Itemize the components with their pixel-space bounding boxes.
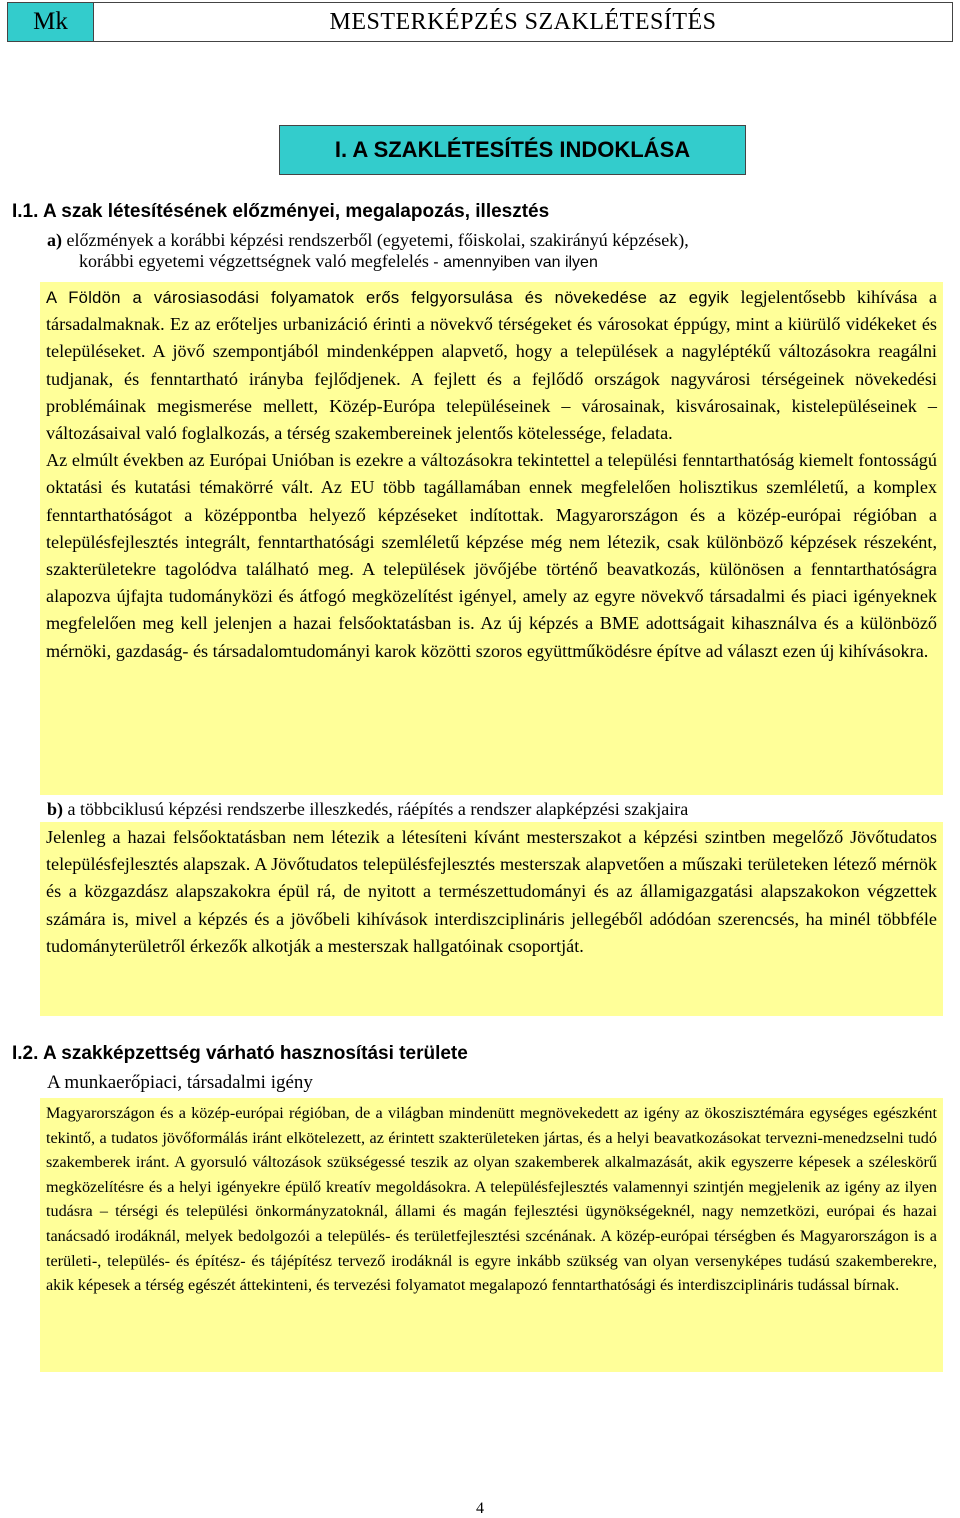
subsection-b [47,799,688,820]
subsection-a [47,230,947,272]
page-number: 4 [476,1500,484,1517]
page-header [7,2,953,42]
subsection-a-continuation [47,251,947,272]
section-2-subheading: A munkaerőpiaci, társadalmi igény [47,1072,313,1093]
subsection-a-cont-2: - amennyiben van ilyen [428,254,598,271]
paragraph-4: Magyarországon és a közép-európai régióban, de a világban mindenütt megnövekedett az igény az ökoszisztémára egységes egészként tekintő, a tudatos jövőformálás iránt elkötelezett, az érintett szakterületeken jártas, és a helyi beavatkozásokat tervezni-menedzselni tudó szakemberek iránt. A gyorsuló változások szükségessé teszik az olyan szakemberek alkalmazását, akik egyszerre képesek a széleskörű megközelítésre és a helyi igényekre épülő kreatív megoldásokra. A településfejlesztés valamennyi szintjén megjelenik az igény az ilyen tudásra – térségi és települési önkormányzatoknál, állami és magán fejlesztési ügynökségeknél, nagy nemzetközi, európai és hazai tanácsadó irodáknál, melyek bedolgozói a település- és területfejlesztési szcénának. A közép-európai térségben és Magyarországon is a területi-, település- és építész- és tájépítész tervező irodáknál is egyre inkább szükség van olyan versenyképes tudású szakemberekre, akik képesek a térség egészét áttekinteni, és tervezési folyamatot megalapozó fenntarthatósági és interdiszciplináris tudással bírnak. [46,1104,937,1295]
paragraph-1-rest: legjelentősebb kihívása a társadalmaknak. Ez az erőteljes urbanizáció érinti a növekvő térségeket és városokat éppúgy, mint a kiürülő vidékeket és településeket. A jövő szempontjából mindenképpen alapvető, hogy a települések a nagyléptékű változásokra reagálni tudjanak, és fenntartható irányba fejlődjenek. A fejlett és a fejlődő országok nagyvárosi térségeinek növekedési problémáinak megismerése mellett, Közép-Európa településeinek – városainak, kisvárosainak, kistelepüléseinek – változásaival való foglalkozás, a térség szakembereinek jelentős kötelessége, feladata. [46,287,937,444]
subsection-b-label: b) [47,799,64,819]
paragraph-3: Jelenleg a hazai felsőoktatásban nem létezik a létesíteni kívánt mesterszakot a képzési szintben megelőző Jövőtudatos településfejlesztés alapszak. A Jövőtudatos településfejlesztés mesterszak alapvetően a műszaki területeken létező mérnök és a közgazdász alapszakokra épül rá, de nyitott a természettudományi és az államigazgatási alapszakokon végzettek számára is, mivel a képzés és a jövőbeli kihívások interdiszciplináris jellegéből adódóan szerencsés, ha minél többféle tudományterületről érkezők alkotják a mesterszak hallgatóinak csoportját. [46,827,937,956]
highlight-block-1 [40,282,943,795]
subsection-a-cont-1: korábbi egyetemi végzettségnek való megfelelés [79,251,429,271]
paragraph-2: Az elmúlt években az Európai Unióban is ezekre a változásokra tekintettel a települési fenntarthatóság kiemelt fontosságú oktatási és kutatási témakörré vált. Az EU több tagállamában ennek megfelelően holisztikus szemléletű, a komplex fenntarthatóságot a középpontba helyező képzéseket indítottak. Magyarországon és a közép-európai régióban a településfejlesztés integrált, fenntarthatósági szemléletű képzése még nem létezik, csak különböző képzések részeként, szakterületekre tagolódva található meg. A települések jövőjébe történő beavatkozás, különösen a fenntarthatóságra alapozva újfajta tudományközi és átfogó megközelítést igényel, amely az egyre növekvő társadalmi és piaci igényeknek megfelelően meg kell jelenjen a hazai felsőoktatásban is. Az új képzés a BME adottságait kihasználva és a különböző mérnöki, gazdaság- és társadalomtudományi karok közötti szoros együttműködésre építve ad választ ezen új kihívásokra. [46,450,937,661]
section-2-heading: I.2. A szakképzettség várható hasznosítási területe [12,1043,468,1064]
header-code: Mk [8,3,94,41]
paragraph-1-first-line: A Földön a városiasodási folyamatok erős felgyorsulása és növekedése az egyik [46,288,730,307]
subsection-a-text: előzmények a korábbi képzési rendszerből (egyetemi, főiskolai, szakirányú képzések), [66,230,689,250]
subsection-b-text: a többciklusú képzési rendszerbe illeszkedés, ráépítés a rendszer alapképzési szakjaira [67,799,689,819]
highlight-block-2 [40,822,943,1016]
subsection-a-label: a) [47,230,62,250]
header-title: MESTERKÉPZÉS SZAKLÉTESÍTÉS [329,8,717,35]
section-1-heading: I.1. A szak létesítésének előzményei, megalapozás, illesztés [12,201,550,222]
section-banner: I. A SZAKLÉTESÍTÉS INDOKLÁSA [279,125,746,175]
highlight-block-3 [40,1098,943,1372]
